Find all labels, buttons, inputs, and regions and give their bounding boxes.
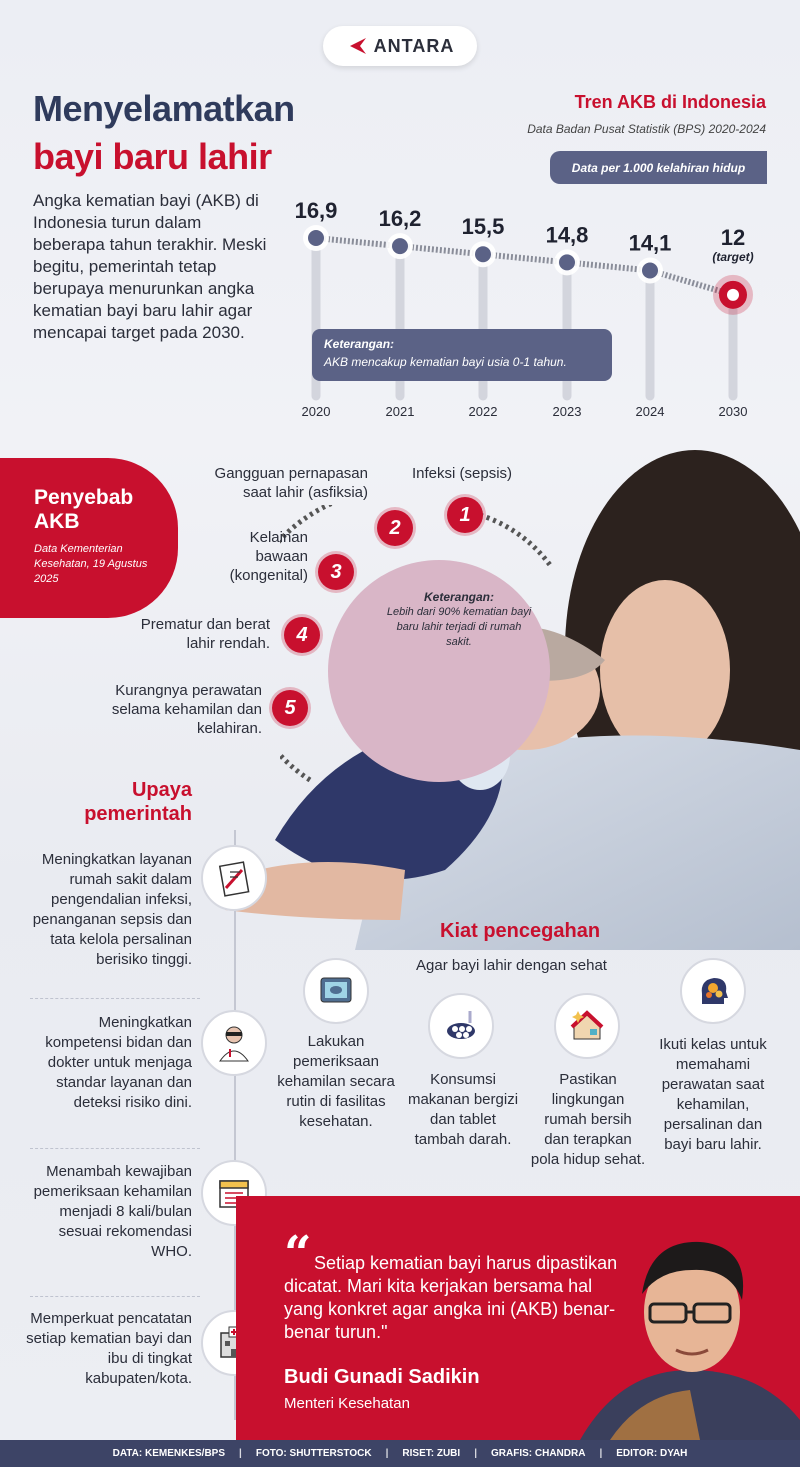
chart-value-label: 14,8 xyxy=(545,222,589,248)
causes-title: Penyebab AKB xyxy=(34,486,134,533)
cause-number-1: 1 xyxy=(447,497,483,533)
upaya-item-1: Meningkatkan layanan rumah sakit dalam pengendalian infeksi, penanganan sepsis dan tata kelola persalinan berisiko tinggi. xyxy=(32,851,192,968)
kiat-title: Kiat pencegahan xyxy=(440,920,601,942)
footer-grafis: GRAFIS: CHANDRA xyxy=(491,1448,586,1459)
chart-point xyxy=(308,230,324,246)
page-title-line2: bayi baru lahir xyxy=(33,136,272,177)
cause-label-2: Gangguan pernapasan saat lahir (asfiksia) xyxy=(214,465,368,501)
page-title-line1: Menyelamatkan xyxy=(33,88,295,129)
hospital-note-text: Lebih dari 90% kematian bayi baru lahir terjadi di rumah sakit. xyxy=(386,606,532,648)
trend-source: Data Badan Pusat Statistik (BPS) 2020-2024 xyxy=(527,122,766,136)
quote-speaker-role: Menteri Kesehatan xyxy=(284,1395,410,1412)
doctor-icon xyxy=(201,1010,267,1076)
kiat-item-4: Ikuti kelas untuk memahami perawatan saat kehamilan, persalinan dan bayi baru lahir. xyxy=(659,1036,767,1153)
footer-data: DATA: KEMENKES/BPS xyxy=(112,1448,226,1459)
chart-value-label: 12 xyxy=(720,224,746,250)
chart-point xyxy=(642,262,658,278)
quote-body: Setiap kematian bayi harus dipastikan dicatat. Mari kita kerjakan bersama hal yang konkret agar angka ini (AKB) benar-benar turun." xyxy=(284,1253,618,1342)
kiat-item-2: Konsumsi makanan bergizi dan tablet tambah darah. xyxy=(407,1071,519,1148)
footer-separator: | xyxy=(239,1448,242,1459)
cause-number-2: 2 xyxy=(377,510,413,546)
upaya-separator xyxy=(30,1148,200,1149)
upaya-separator xyxy=(30,1296,200,1297)
upaya-item-4: Memperkuat pencatatan setiap kematian bayi dan ibu di tingkat kabupaten/kota. xyxy=(26,1310,192,1387)
chart-point xyxy=(475,246,491,262)
trend-title: Tren AKB di Indonesia xyxy=(574,92,766,112)
antara-logo xyxy=(323,26,477,66)
causes-source: Data Kementerian Kesehatan, 19 Agustus 2025 xyxy=(34,543,148,585)
chart-tick-label: 2020 xyxy=(301,404,331,419)
cause-label-5: Kurangnya perawatan selama kehamilan dan kelahiran. xyxy=(111,682,262,737)
chart-value-label: 16,2 xyxy=(378,206,422,232)
causes-band xyxy=(0,458,178,618)
footer-separator: | xyxy=(474,1448,477,1459)
cause-number-3: 3 xyxy=(318,554,354,590)
chart-target-label: (target) xyxy=(712,249,754,264)
quote-mark-icon: “ xyxy=(284,1226,312,1282)
footer-riset: RISET: ZUBI xyxy=(402,1448,461,1459)
quote-text xyxy=(284,1252,624,1344)
chart-tick-label: 2023 xyxy=(552,404,582,419)
chart-target-center xyxy=(727,289,739,301)
upaya-separator xyxy=(30,998,200,999)
clean-house-icon xyxy=(554,993,620,1059)
upaya-item-3: Menambah kewajiban pemeriksaan kehamilan menjadi 8 kali/bulan sesuai rekomendasi WHO. xyxy=(33,1163,192,1260)
kiat-item-1: Lakukan pemeriksaan kehamilan secara rutin di fasilitas kesehatan. xyxy=(277,1033,395,1130)
hospital-note xyxy=(384,590,534,650)
food-plate-icon xyxy=(428,993,494,1059)
footer-separator: | xyxy=(385,1448,389,1459)
cause-label-1: Infeksi (sepsis) xyxy=(412,465,513,482)
footer-foto: FOTO: SHUTTERSTOCK xyxy=(255,1448,372,1459)
kiat-subtitle: Agar bayi lahir dengan sehat xyxy=(416,957,607,974)
chart-tick-label: 2022 xyxy=(468,404,498,419)
cause-number-4: 4 xyxy=(284,617,320,653)
ultrasound-icon xyxy=(303,958,369,1024)
unit-badge: Data per 1.000 kelahiran hidup xyxy=(550,151,767,184)
cause-label-4: Prematur dan berat lahir rendah. xyxy=(140,616,270,652)
document-pen-icon xyxy=(201,845,267,911)
akb-trend-chart xyxy=(290,186,770,436)
trend-note-title: Keterangan: xyxy=(324,337,395,351)
chart-point xyxy=(559,254,575,270)
cause-label-3: Kelainan bawaan (kongenital) xyxy=(229,529,308,584)
chart-point xyxy=(392,238,408,254)
chart-tick-label: 2021 xyxy=(385,404,415,419)
antara-logo-icon xyxy=(346,35,368,57)
logo-text: ANTARA xyxy=(373,35,455,56)
chart-tick-label: 2030 xyxy=(718,404,748,419)
hospital-note-title: Keterangan: xyxy=(423,590,494,604)
speaker-portrait xyxy=(580,1220,800,1440)
trend-note-box xyxy=(312,329,612,381)
upaya-item-2: Meningkatkan kompetensi bidan dan dokter untuk menjaga standar layanan dan deteksi risiko dini. xyxy=(45,1014,192,1111)
intro-paragraph: Angka kematian bayi (AKB) di Indonesia turun dalam beberapa tahun terakhir. Meski begitu, pemerintah tetap berupaya menurunkan angka kematian bayi baru lahir agar mencapai target pada 2030. xyxy=(33,191,267,342)
kiat-item-3: Pastikan lingkungan rumah bersih dan terapkan pola hidup sehat. xyxy=(530,1071,646,1168)
chart-tick-label: 2024 xyxy=(635,404,665,419)
trend-note-text: AKB mencakup kematian bayi usia 0-1 tahun. xyxy=(324,355,567,369)
brain-gears-icon xyxy=(680,958,746,1024)
quote-speaker-name: Budi Gunadi Sadikin xyxy=(284,1366,480,1388)
chart-value-label: 14,1 xyxy=(628,230,672,256)
upaya-title: Upaya pemerintah xyxy=(84,779,192,825)
chart-value-label: 15,5 xyxy=(461,214,505,240)
footer-separator: | xyxy=(599,1448,603,1459)
footer-editor: EDITOR: DYAH xyxy=(616,1448,688,1459)
chart-value-label: 16,9 xyxy=(294,198,338,223)
footer-credits xyxy=(0,1440,800,1467)
cause-number-5: 5 xyxy=(272,690,308,726)
